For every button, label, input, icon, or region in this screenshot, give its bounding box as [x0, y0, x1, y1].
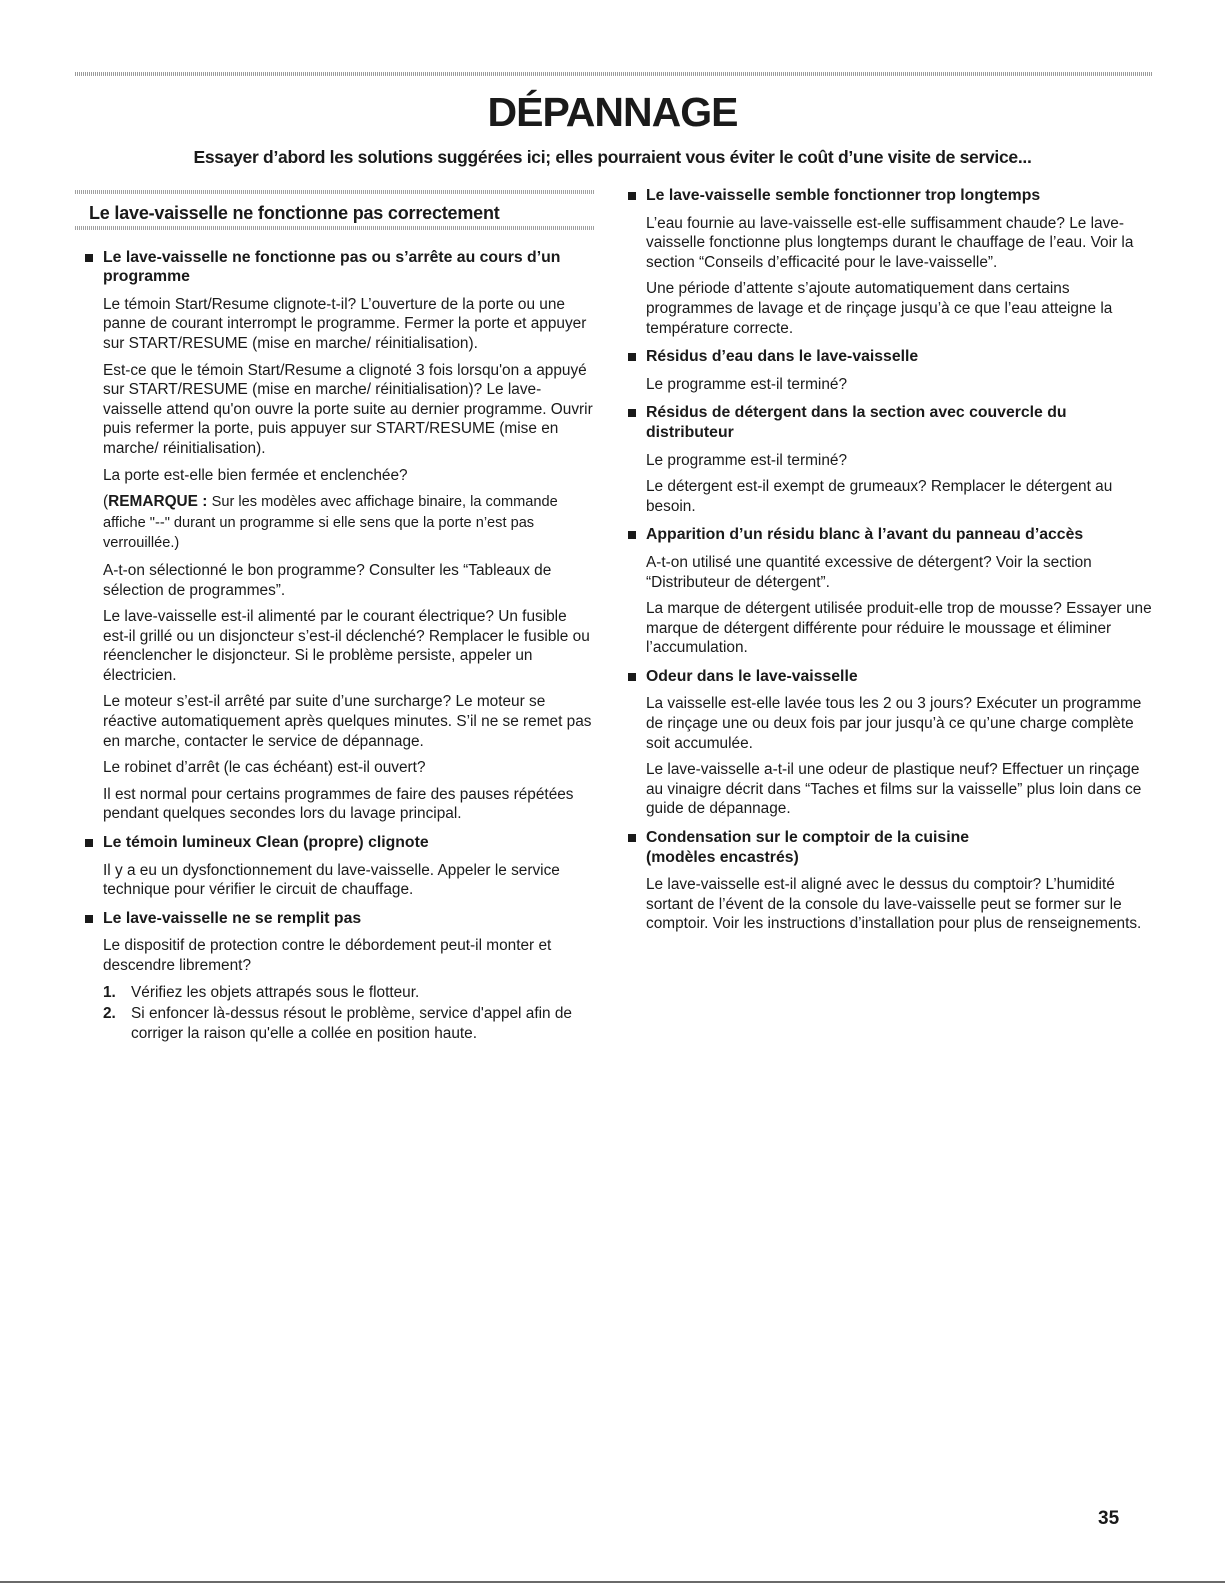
item-paragraph: Le lave-vaisselle est-il alimenté par le courant électrique? Un fusible est-il grillé ou un disjoncteur s’est-il déclenché? Remplacer le fusible ou réenclencher le disjoncteur. Si le problème persiste, appeler un électricien. [103, 608, 590, 684]
item-paragraph: Le lave-vaisselle est-il aligné avec le dessus du comptoir? L’humidité sortant de l’évent de la console du lave-vaisselle peut se former sur le comptoir. Voir les instructions d’installation pour plus de renseignements. [646, 876, 1142, 933]
left-column [75, 190, 595, 1045]
right-column [618, 186, 1156, 941]
square-bullet-icon [628, 353, 636, 361]
item-heading: Résidus de détergent dans la section avec couvercle du distributeur [646, 404, 1067, 441]
item-paragraph: Le programme est-il terminé? [646, 451, 848, 469]
square-bullet-icon [628, 192, 636, 200]
item-paragraph: La vaisselle est-elle lavée tous les 2 ou 3 jours? Exécuter un programme de rinçage une ou deux fois par jour jusqu’à ce qu’une charge complète soit accumulée. [646, 695, 1142, 752]
bottom-divider [0, 1581, 1225, 1583]
item-heading: Résidus d’eau dans le lave-vaisselle [646, 348, 919, 366]
troubleshoot-item [618, 828, 1156, 934]
item-paragraph: La marque de détergent utilisée produit-elle trop de mousse? Essayer une marque de détergent différente pour réduire le moussage et éliminer l’accumulation. [646, 600, 1152, 657]
top-divider [75, 72, 1152, 76]
step-text: Vérifiez les objets attrapés sous le flotteur. [131, 983, 420, 1001]
item-paragraph: Il est normal pour certains programmes de faire des pauses répétées pendant quelques secondes lors du lavage principal. [103, 785, 574, 823]
troubleshoot-item [75, 833, 595, 900]
page-subtitle: Essayer d’abord les solutions suggérées ici; elles pourraient vous éviter le coût d’une visite de service... [193, 147, 1032, 167]
item-paragraph: Le dispositif de protection contre le débordement peut-il monter et descendre librement? [103, 937, 552, 974]
item-paragraph: Une période d’attente s’ajoute automatiquement dans certains programmes de lavage et de rinçage jusqu’à ce que l’eau atteigne la température correcte. [646, 280, 1113, 337]
item-heading-line-2: (modèles encastrés) [646, 848, 799, 866]
step-item [103, 983, 595, 1003]
steps-list [103, 983, 595, 1044]
section-title: Le lave-vaisselle ne fonctionne pas correctement [89, 203, 500, 223]
item-heading: Le lave-vaisselle ne se remplit pas [103, 909, 362, 927]
section-divider-bottom [75, 226, 595, 230]
item-heading: Le lave-vaisselle semble fonctionner trop longtemps [646, 187, 1041, 204]
troubleshoot-item [618, 525, 1156, 658]
page-title: DÉPANNAGE [487, 89, 738, 135]
page-number: 35 [1098, 1508, 1120, 1529]
square-bullet-icon [628, 673, 636, 681]
item-heading: Odeur dans le lave-vaisselle [646, 667, 858, 685]
step-number: 2. [103, 1005, 116, 1023]
item-heading [646, 828, 1156, 867]
item-heading: Le lave-vaisselle ne fonctionne pas ou s’arrête au cours d’un programme [103, 248, 561, 286]
item-paragraph: Est-ce que le témoin Start/Resume a clignoté 3 fois lorsqu'on a appuyé sur START/RESUME (mise en marche/ réinitialisation)? Le lave-vaisselle attend qu'on ouvre la porte suite au dernier programme. Ouvrir puis refermer la porte, puis appuyer sur START/RESUME (mise en marche/ réinitialisation). [103, 361, 593, 457]
square-bullet-icon [628, 409, 636, 417]
item-paragraph: Il y a eu un dysfonctionnement du lave-vaisselle. Appeler le service technique pour vérifier le circuit de chauffage. [103, 861, 560, 899]
note-text: Sur les modèles avec affichage binaire, la commande affiche "--" durant un programme si elle sens que la porte n’est pas verrouillée.) [103, 494, 558, 552]
troubleshoot-item [75, 248, 595, 824]
step-number: 1. [103, 983, 116, 1001]
square-bullet-icon [628, 531, 636, 539]
item-paragraph: Le moteur s’est-il arrêté par suite d’une surcharge? Le moteur se réactive automatiquement après quelques minutes. S’il ne se remet pas en marche, contacter le service de dépannage. [103, 693, 592, 750]
troubleshoot-item [618, 186, 1156, 338]
item-paragraph: A-t-on utilisé une quantité excessive de détergent? Voir la section “Distributeur de détergent”. [646, 553, 1092, 591]
item-paragraph: La porte est-elle bien fermée et enclenchée? [103, 466, 408, 484]
note-paragraph [103, 492, 595, 554]
item-heading-line-1: Condensation sur le comptoir de la cuisine [646, 829, 970, 847]
item-paragraph: A-t-on sélectionné le bon programme? Consulter les “Tableaux de sélection de programmes”. [103, 561, 552, 599]
item-paragraph: Le programme est-il terminé? [646, 375, 848, 393]
item-heading: Le témoin lumineux Clean (propre) clignote [103, 834, 429, 852]
troubleshoot-item [75, 909, 595, 1044]
item-paragraph: L’eau fournie au lave-vaisselle est-elle suffisamment chaude? Le lave-vaisselle fonctionne plus longtemps durant le chauffage de l’eau. Voir la section “Conseils d’efficacité pour le lave-vaisselle”. [646, 214, 1134, 271]
square-bullet-icon [85, 915, 93, 923]
step-text: Si enfoncer là-dessus résout le problème, service d'appel afin de corriger la raison qu'elle a collée en position haute. [131, 1005, 572, 1042]
item-paragraph: Le robinet d’arrêt (le cas échéant) est-il ouvert? [103, 759, 426, 777]
square-bullet-icon [628, 834, 636, 842]
item-heading: Apparition d’un résidu blanc à l’avant du panneau d’accès [646, 526, 1084, 544]
square-bullet-icon [85, 254, 93, 262]
troubleshoot-item [618, 347, 1156, 394]
note-label: REMARQUE : [108, 493, 208, 511]
item-paragraph: Le lave-vaisselle a-t-il une odeur de plastique neuf? Effectuer un rinçage au vinaigre décrit dans “Taches et films sur la vaisselle” plus loin dans ce guide de dépannage. [646, 761, 1142, 818]
troubleshoot-item [618, 667, 1156, 819]
troubleshoot-item [618, 403, 1156, 516]
item-paragraph: Le témoin Start/Resume clignote-t-il? L’ouverture de la porte ou une panne de courant interrompt le programme. Fermer la porte et appuyer sur START/RESUME (mise en marche/ réinitialisation). [103, 295, 587, 352]
step-item [103, 1004, 595, 1043]
note-open-paren: ( [103, 493, 109, 511]
item-paragraph: Le détergent est-il exempt de grumeaux? Remplacer le détergent au besoin. [646, 478, 1113, 515]
square-bullet-icon [85, 839, 93, 847]
